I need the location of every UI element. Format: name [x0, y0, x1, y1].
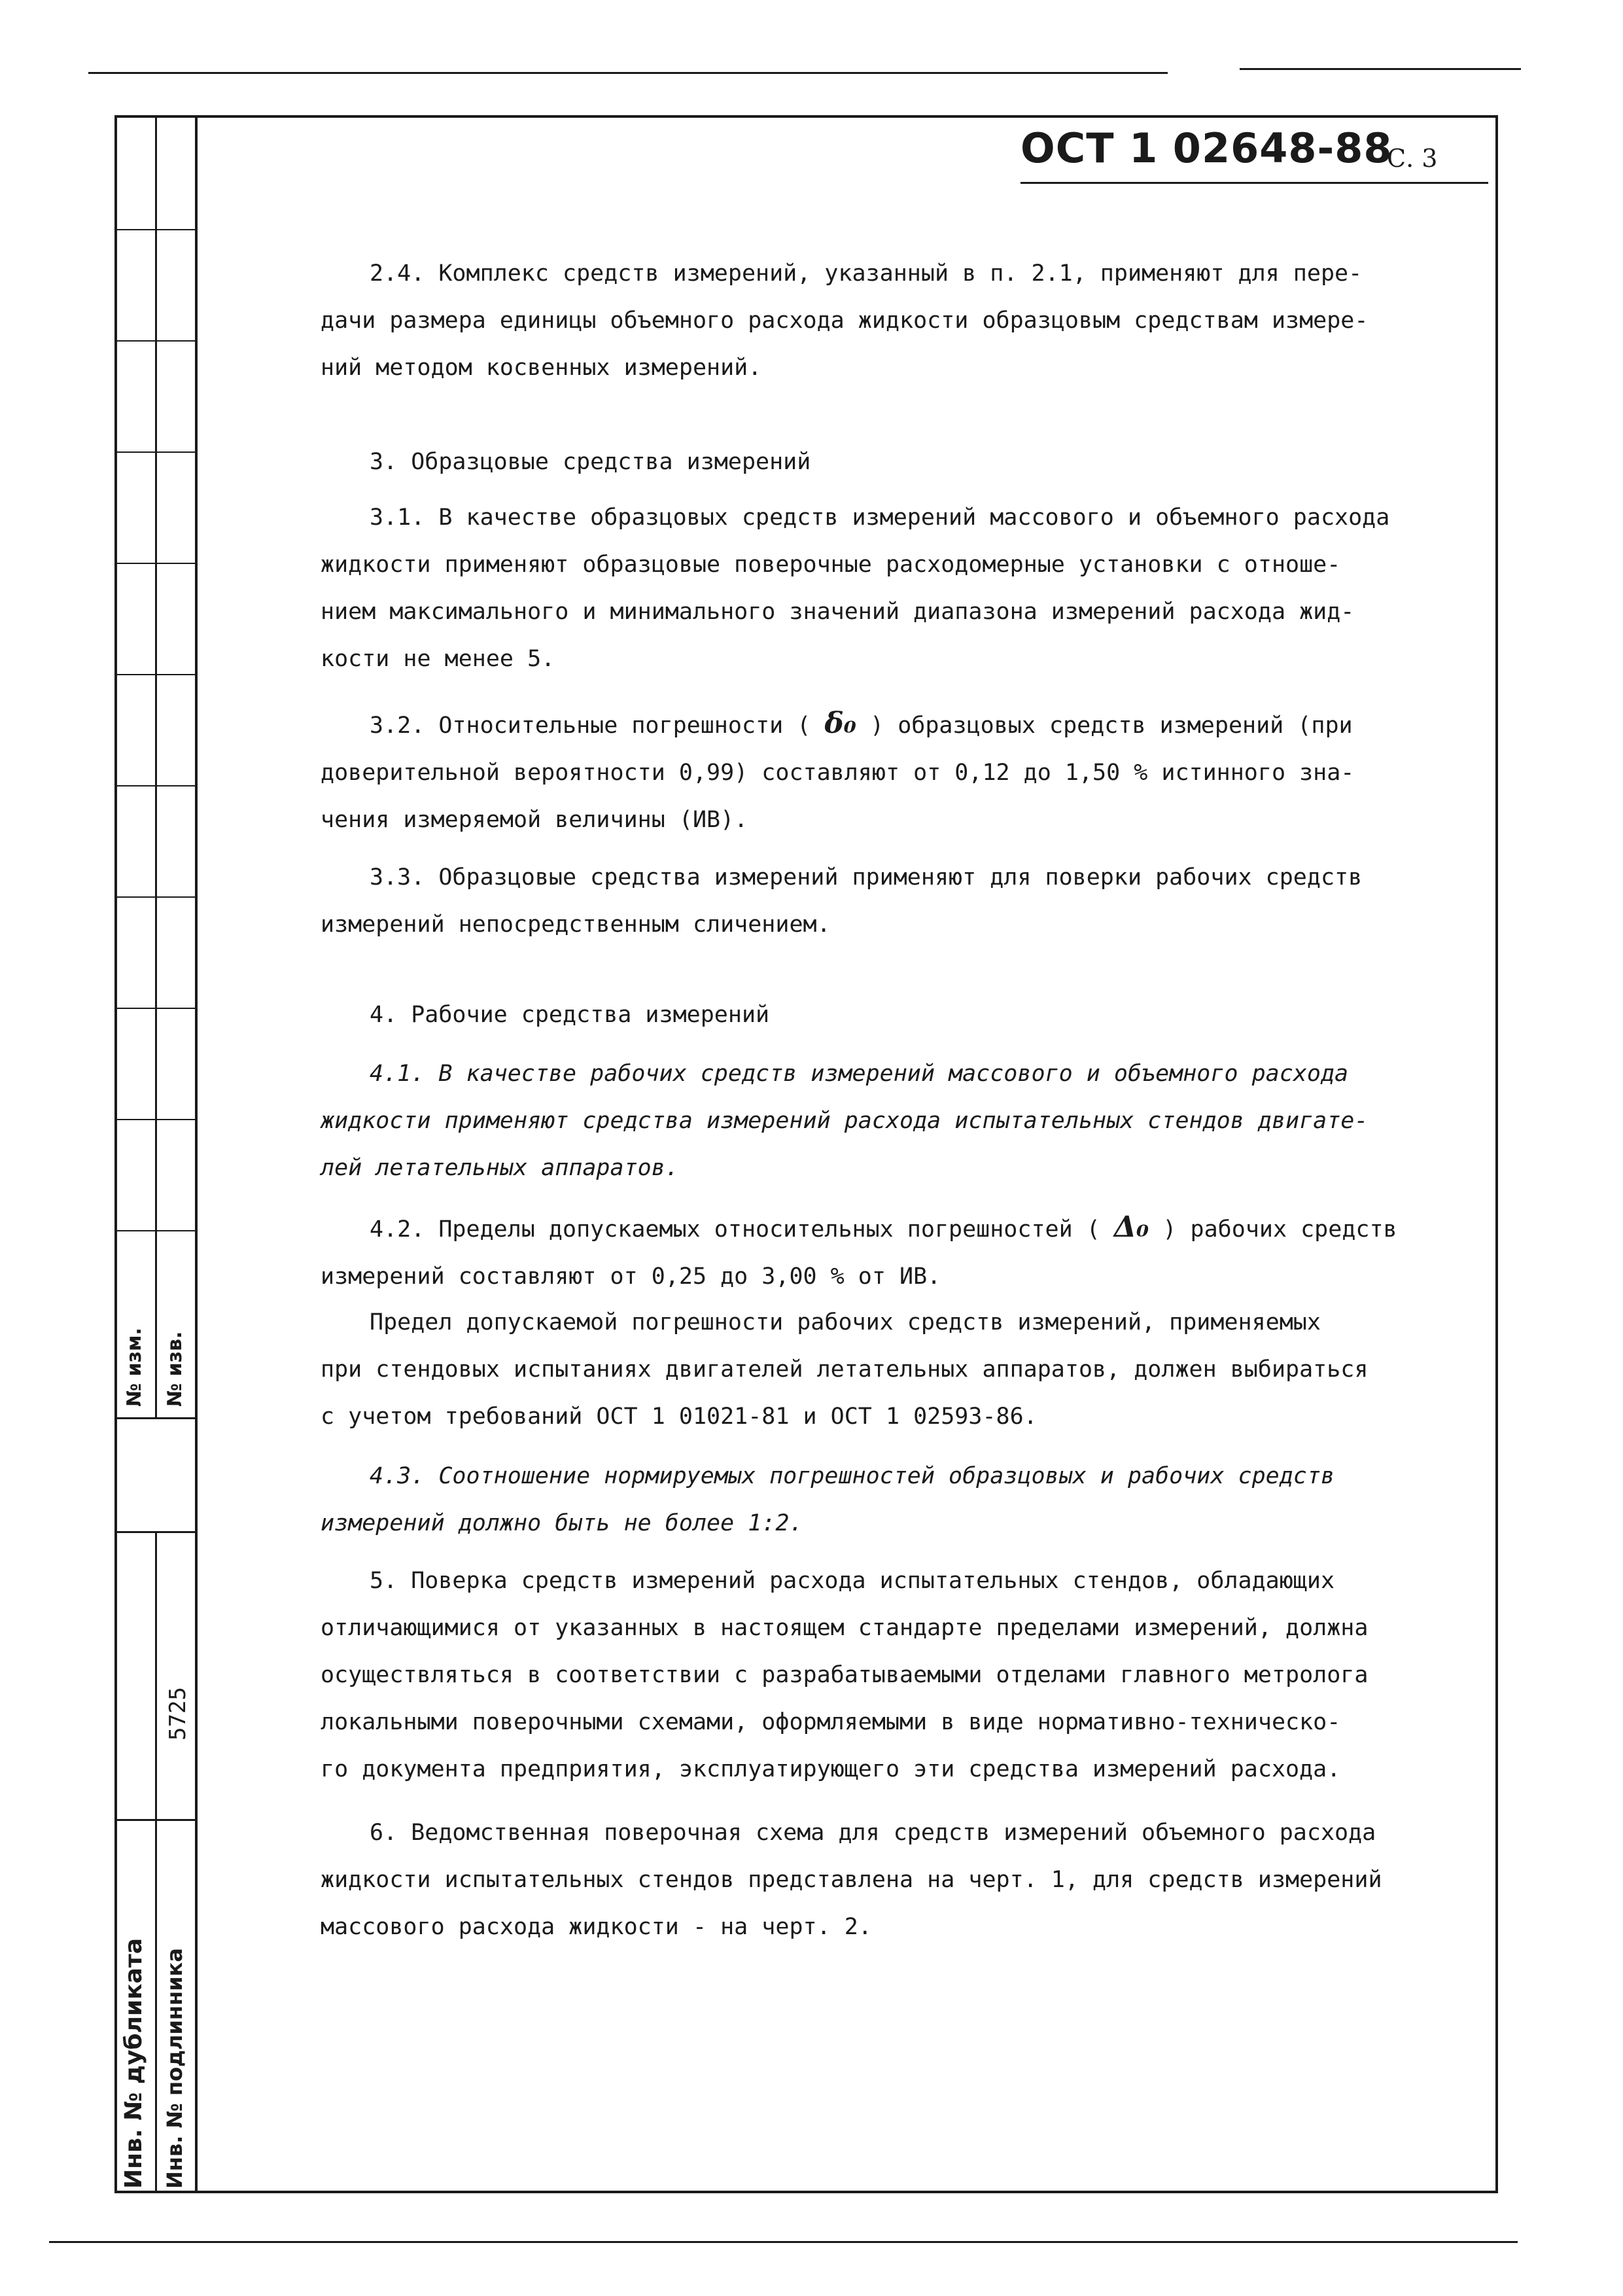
- stamp-col-divider-top: [155, 115, 157, 1417]
- top-rule-left: [88, 72, 1168, 74]
- frame-top: [114, 115, 1498, 118]
- stamp-tick: [114, 1119, 198, 1120]
- clause-4-1: 4.1. В качестве рабочих средств измерений массового и объемного расхода жидкости применяют средства измерений расхода испытательных стендов двигате- лей летательных аппаратов.: [321, 1061, 1369, 1181]
- stamp-top-block-bottom: [114, 1417, 198, 1419]
- section-4-heading: 4. Рабочие средства измерений: [370, 1002, 770, 1028]
- stamp-tick: [114, 785, 198, 786]
- bottom-rule: [49, 2241, 1518, 2243]
- stamp-lower-block-mid: [114, 1819, 198, 1821]
- stamp-tick: [114, 674, 198, 675]
- stamp-tick: [114, 1230, 198, 1231]
- clause-3-2: 3.2. Относительные погрешности ( δ₀ ) образцовых средств измерений (при доверительной вероятности 0,99) составляют от 0,12 до 1,50 % истинного зна- чения измеряемой величины (ИВ).: [321, 707, 1355, 833]
- clause-3-3: 3.3. Образцовые средства измерений применяют для поверки рабочих средств измерений непосредственным сличением.: [321, 864, 1363, 938]
- header-underline: [1021, 182, 1488, 184]
- stamp-col-divider-bottom: [155, 1531, 157, 2193]
- document-code: ОСТ 1 02648-88: [1021, 124, 1393, 172]
- top-rule-right: [1240, 68, 1521, 70]
- stamp-tick: [114, 340, 198, 342]
- page-number: С. 3: [1387, 144, 1438, 173]
- clause-5: 5. Поверка средств измерений расхода испытательных стендов, обладающих отличающимися от указанных в настоящем стандарте пределами измерений, должна осуществляться в соответствии с разрабатываемыми отделами главного метролога локальными поверочными схемами, оформляемыми в виде нормативно-техническо- го документа предприятия, эксплуатирующего эти средства измерений расхода.: [321, 1568, 1369, 1782]
- stamp-tick: [114, 563, 198, 564]
- stamp-inv-number: 5725: [165, 1687, 191, 1740]
- stamp-lower-block-top: [114, 1531, 198, 1533]
- clause-6: 6. Ведомственная поверочная схема для средств измерений объемного расхода жидкости испытательных стендов представлена на черт. 1, для средств измерений массового расхода жидкости - на черт. 2.: [321, 1820, 1382, 1940]
- clause-4-2-limit: Предел допускаемой погрешности рабочих средств измерений, применяемых при стендовых испытаниях двигателей летательных аппаратов, должен выбираться с учетом требований ОСТ 1 01021-81 и ОСТ 1 02593-86.: [321, 1309, 1369, 1430]
- stamp-izv-label: № изв.: [164, 1331, 186, 1407]
- frame-left: [114, 115, 117, 2193]
- clause-4-2: 4.2. Пределы допускаемых относительных погрешностей ( Δ₀ ) рабочих средств измерений составляют от 0,25 до 3,00 % от ИВ.: [321, 1210, 1397, 1290]
- page-header: [1021, 124, 1492, 183]
- stamp-tick: [114, 896, 198, 898]
- clause-2-4: 2.4. Комплекс средств измерений, указанный в п. 2.1, применяют для пере- дачи размера единицы объемного расхода жидкости образцовым средствам измере- ний методом косвенных измерений.: [321, 260, 1369, 381]
- delta-zero-symbol: δ₀: [824, 707, 856, 740]
- stamp-duplicate-label: Инв. № дубликата: [120, 1938, 147, 2189]
- frame-bottom: [114, 2191, 1498, 2193]
- stamp-tick: [114, 229, 198, 230]
- stamp-tick: [114, 451, 198, 453]
- clause-3-1: 3.1. В качестве образцовых средств измерений массового и объемного расхода жидкости применяют образцовые поверочные расходомерные установки с отноше- нием максимального и минимального значений диапазона измерений расхода жид- кости не менее 5.: [321, 504, 1390, 672]
- frame-right: [1495, 115, 1498, 2193]
- frame-inner-left: [195, 115, 198, 2193]
- capital-delta-zero-symbol: Δ₀: [1113, 1210, 1149, 1244]
- stamp-original-label: Инв. № подлинника: [162, 1948, 187, 2189]
- clause-4-3: 4.3. Соотношение нормируемых погрешностей образцовых и рабочих средств измерений должно быть не более 1:2.: [321, 1463, 1335, 1536]
- stamp-tick: [114, 1008, 198, 1009]
- section-3-heading: 3. Образцовые средства измерений: [370, 449, 811, 475]
- stamp-izm-label: № изм.: [123, 1328, 146, 1407]
